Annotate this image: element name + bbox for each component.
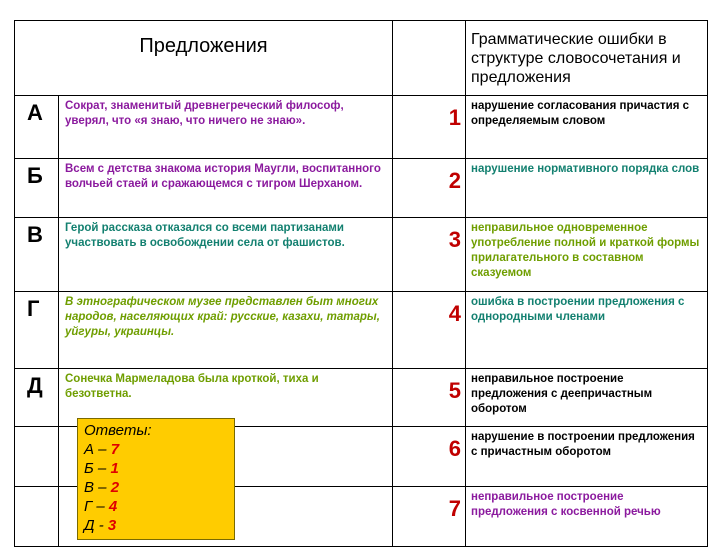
row-letter: А [15,96,59,159]
row-number: 5 [393,369,466,427]
row-error: нарушение нормативного порядка слов [466,159,708,218]
row-letter: В [15,218,59,292]
table-row [15,292,708,369]
answer-value: 3 [107,517,117,534]
header-sentences: Предложения [15,21,393,96]
answer-letter: Б – [84,460,111,477]
row-sentence: Сонечка Мармеладова была кроткой, тиха и безответна. [59,369,393,427]
header-errors: Грамматические ошибки в структуре словосочетания и предложения [466,21,708,96]
row-letter: Г [15,292,59,369]
table-row [15,96,708,159]
row-letter [15,487,59,547]
row-letter [15,427,59,487]
row-sentence: В этнографическом музее представлен быт многих народов, населяющих край: русские, казахи, татары, уйгуры, украинцы. [59,292,393,369]
answer-letter: В – [84,479,111,496]
answer-value: 7 [110,441,120,458]
table-row [15,218,708,292]
table-row [15,159,708,218]
answer-value: 1 [110,460,119,477]
row-error: нарушение согласования причастия с определяемым словом [466,96,708,159]
answer-line [84,440,234,459]
answer-line [84,459,234,478]
answer-line [84,516,234,535]
row-number: 1 [393,96,466,159]
row-error: неправильное построение предложения с деепричастным оборотом [466,369,708,427]
answer-letter: Д - [84,517,108,534]
answer-letter: А – [84,441,111,458]
answers-box [77,418,235,540]
row-error: неправильное построение предложения с косвенной речью [466,487,708,547]
answer-letter: Г – [84,498,109,515]
row-error: ошибка в построении предложения с однородными членами [466,292,708,369]
row-sentence: Всем с детства знакома история Маугли, воспитанного волчьей стаей и сражающемся с тигром Шерханом. [59,159,393,218]
row-sentence: Герой рассказа отказался со всеми партизанами участвовать в освобождении села от фашистов. [59,218,393,292]
row-error: нарушение в построении предложения с причастным оборотом [466,427,708,487]
row-number: 6 [393,427,466,487]
answer-value: 2 [110,479,120,496]
header-row [15,21,708,96]
answer-line [84,478,234,497]
row-number: 4 [393,292,466,369]
row-number: 3 [393,218,466,292]
answer-line [84,497,234,516]
row-number: 7 [393,487,466,547]
row-letter: Д [15,369,59,427]
row-letter: Б [15,159,59,218]
answer-value: 4 [108,498,118,515]
header-empty-cell [393,21,466,96]
row-sentence: Сократ, знаменитый древнегреческий философ, уверял, что «я знаю, что ничего не знаю». [59,96,393,159]
answers-title: Ответы: [84,422,152,439]
row-number: 2 [393,159,466,218]
row-error: неправильное одновременное употребление полной и краткой формы прилагательного в составном сказуемом [466,218,708,292]
